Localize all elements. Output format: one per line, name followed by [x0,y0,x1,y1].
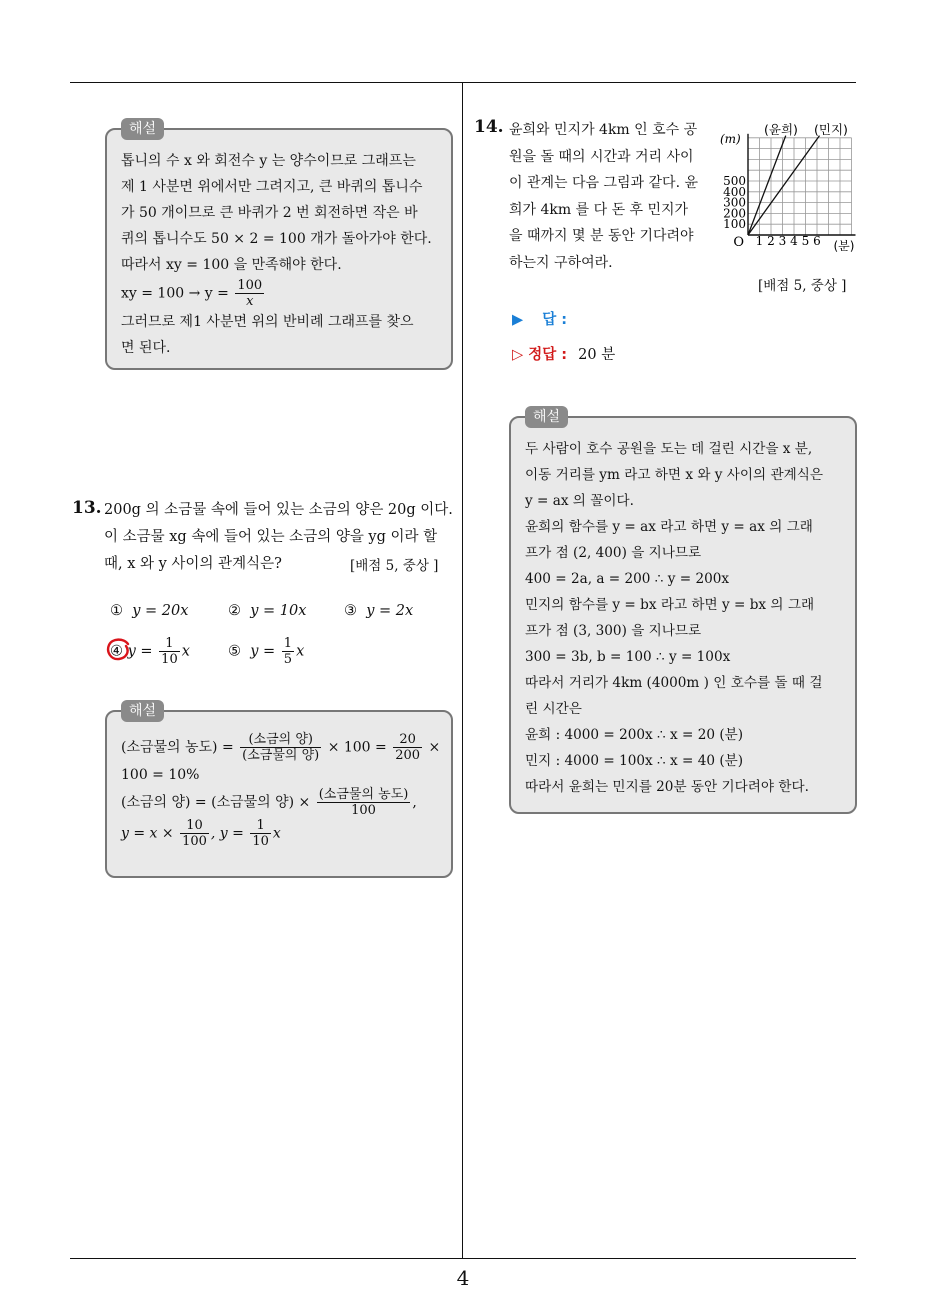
q13-number: 13. [72,498,102,518]
choice-1[interactable] [110,603,188,619]
question-line: 희가 4km 를 다 돈 후 민지가 [509,201,689,218]
y-unit-label: (m) [720,131,741,146]
question-line: 200g 의 소금물 속에 들어 있는 소금의 양은 20g 이다. [104,502,453,518]
equation-left: xy = 100 → y = [121,285,229,302]
equation-part: y = x × [121,825,174,842]
fraction [393,732,422,763]
fraction-numerator: (소금의 양) [240,732,321,748]
minji-line [748,136,820,235]
fraction [180,818,209,849]
fraction-numerator: 10 [180,818,209,834]
question-line: 때, x 와 y 사이의 관계식은? [104,556,282,572]
fraction-denominator: 200 [395,748,421,763]
x-tick-label: 6 [813,234,821,248]
solution-tag: 해설 [121,700,164,722]
solution-line: 민지의 함수를 y = bx 라고 하면 y = bx 의 그래 [525,597,815,613]
equation-part: (소금물의 농도) = [121,739,234,756]
x-tick-label: 1 [755,234,764,248]
yunhee-label: (윤희) [764,122,798,137]
y-tick-label: 200 [723,206,746,221]
minji-label: (민지) [814,122,848,137]
fraction-denominator: 100 [182,834,207,849]
outline-arrow-icon: ▷ [512,347,524,363]
equation-part: , y = [210,825,244,842]
play-arrow-icon: ▶ [512,312,524,328]
fraction [159,636,180,667]
fraction-denominator: 10 [161,652,178,667]
solution-line: 따라서 xy = 100 을 만족해야 한다. [121,257,342,273]
solution-equation [121,278,439,309]
fraction-denominator: x [246,294,254,309]
yunhee-line [748,136,786,235]
choice-text: y = [127,643,153,660]
solution-tag: 해설 [121,118,164,140]
answer-row [512,308,567,329]
choice-2[interactable] [228,603,306,619]
solution-line: 따라서 윤희는 민지를 20분 동안 기다려야 한다. [525,779,809,795]
choice-text: y = 20x [132,603,189,619]
q13-solution-box [105,703,453,878]
question-line: 윤희와 민지가 4km 인 호수 공 [509,122,698,138]
question-line: 이 소금물 xg 속에 들어 있는 소금의 양을 yg 이라 할 [104,529,438,545]
choice-5[interactable] [228,636,304,667]
fraction-denominator: 10 [252,834,269,849]
fraction [282,636,294,667]
x-tick-label: 2 [767,234,775,248]
fraction [250,818,271,849]
solution-line: 프가 점 (2, 400) 을 지나므로 [525,545,702,561]
solution-line: 제 1 사분면 위에서만 그려지고, 큰 바퀴의 톱니수 [121,179,423,195]
q14-solution-box [509,409,857,814]
solution-line: 100 = 10% [121,767,200,783]
q14-number: 14. [474,117,504,137]
solution-line: 이동 거리를 ym 라고 하면 x 와 y 사이의 관계식은 [525,467,824,483]
q14-graph [716,118,862,256]
q13-score: [배점 5, 중상 ] [350,558,439,574]
equation-part: x [272,825,281,842]
solution-equation [121,818,439,849]
choice-3[interactable] [344,603,413,619]
q14-score: [배점 5, 중상 ] [758,278,847,294]
solution-line: 따라서 거리가 4km (4000m ) 인 호수를 돌 때 걸 [525,675,823,691]
solution-line: 민지 : 4000 = 100x ∴ x = 40 (분) [525,753,744,769]
choice-variable: x [296,643,305,660]
equation-part: (소금의 양) = (소금물의 양) × [121,794,311,811]
solution-line: 그러므로 제1 사분면 위의 반비례 그래프를 찾으 [121,314,414,330]
equation-part: × 100 = [327,739,387,756]
choice-mark: ② [228,603,241,619]
solution-line: 윤희 : 4000 = 200x ∴ x = 20 (분) [525,727,744,743]
choice-text: y = [250,643,276,660]
fraction-denominator: 5 [283,652,293,667]
y-tick-label: 100 [723,217,746,232]
solution-line: 가 50 개이므로 큰 바퀴가 2 번 회전하면 작은 바 [121,205,418,221]
choice-mark: ④ [110,643,123,660]
q12-solution-box [105,121,453,370]
question-line: 하는지 구하여라. [509,254,613,271]
choice-mark: ⑤ [228,643,241,660]
solution-line: 300 = 3b, b = 100 ∴ y = 100x [525,649,731,665]
x-tick-label: 3 [778,234,787,248]
y-tick-label: 400 [723,184,746,199]
page-number: 4 [456,1266,470,1290]
solution-line: 두 사람이 호수 공원을 도는 데 걸린 시간을 x 분, [525,441,813,457]
bottom-rule [70,1258,856,1259]
solution-line: y = ax 의 꼴이다. [525,493,634,509]
equation-part: × [428,739,441,756]
choice-mark: ① [110,603,123,619]
choice-text: y = 10x [250,603,307,619]
solution-equation [121,787,439,818]
fraction [317,787,411,818]
fraction-numerator: 1 [159,636,180,652]
solution-line: 프가 점 (3, 300) 을 지나므로 [525,623,702,639]
choice-mark: ③ [344,603,357,619]
choice-text: y = 2x [366,603,414,619]
answer-circle-mark [104,636,134,664]
correct-answer-row [512,343,615,364]
fraction [235,278,264,309]
correct-answer-label: 정답 : [528,347,568,363]
fraction-numerator: 100 [237,278,263,293]
fraction-denominator: 100 [351,803,376,818]
solution-tag: 해설 [525,406,568,428]
fraction-denominator: (소금물의 양) [242,748,320,763]
equation-part: , [412,794,417,811]
solution-line: 면 된다. [121,340,171,356]
origin-label: O [733,235,744,250]
x-tick-label: 5 [801,234,810,248]
fraction [240,732,321,763]
solution-line: 윤희의 함수를 y = ax 라고 하면 y = ax 의 그래 [525,519,813,535]
solution-line: 400 = 2a, a = 200 ∴ y = 200x [525,571,730,587]
solution-line: 톱니의 수 x 와 회전수 y 는 양수이므로 그래프는 [121,153,416,169]
x-tick-label: 4 [790,234,798,248]
solution-line: 퀴의 톱니수도 50 × 2 = 100 개가 돌아가야 한다. [121,231,432,247]
y-tick-label: 300 [723,195,746,210]
answer-label: 답 : [542,312,568,328]
question-line: 이 관계는 다음 그림과 같다. 윤 [509,175,698,191]
fraction-numerator: 20 [393,732,422,748]
choice-variable: x [181,643,190,660]
solution-equation [121,732,439,763]
column-divider [462,83,463,1259]
correct-answer-value: 20 분 [578,347,616,363]
q14-text [509,117,709,276]
question-line: 을 때까지 몇 분 동안 기다려야 [509,228,694,244]
y-tick-label: 500 [723,174,746,188]
fraction-numerator: (소금물의 농도) [318,787,409,802]
solution-line: 린 시간은 [525,701,582,717]
top-rule [70,82,856,83]
fraction-numerator: 1 [283,636,293,651]
question-line: 원을 돌 때의 시간과 거리 사이 [509,148,694,165]
x-unit-label: (분) [833,239,855,253]
fraction-numerator: 1 [250,818,271,834]
